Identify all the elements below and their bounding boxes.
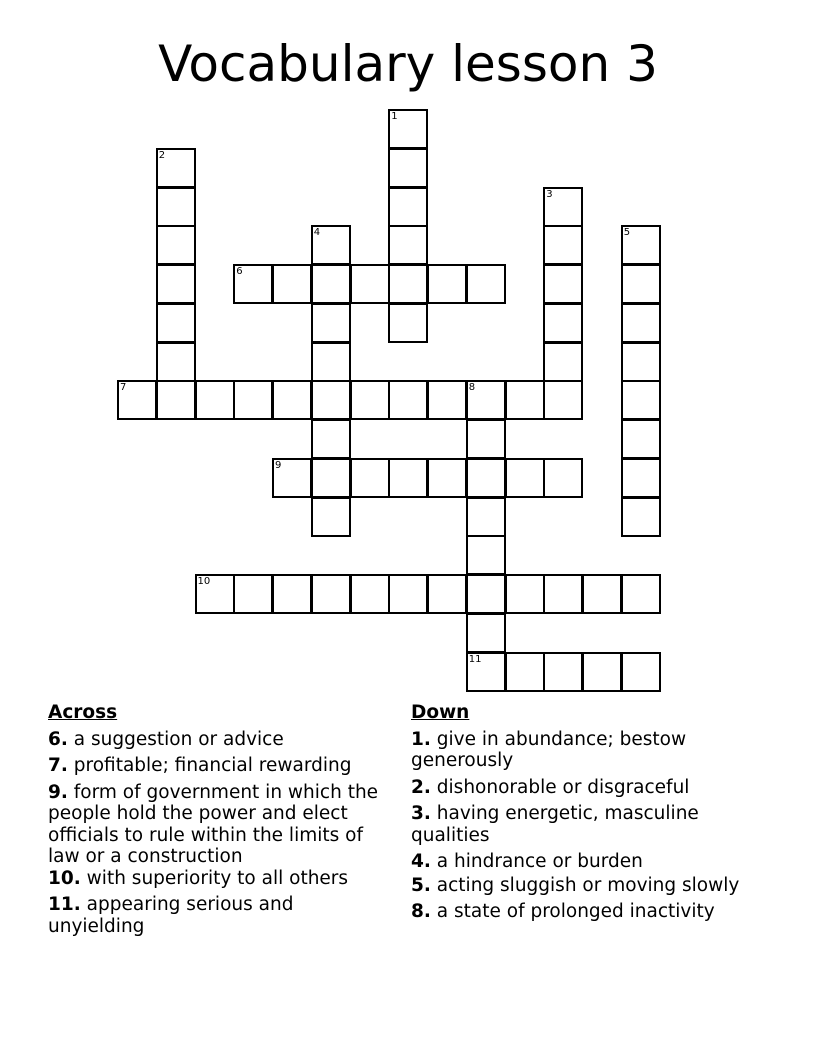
grid-cell[interactable] bbox=[543, 303, 583, 343]
grid-cell[interactable] bbox=[505, 458, 545, 498]
grid-cell[interactable] bbox=[466, 613, 506, 653]
cell-number: 6 bbox=[236, 266, 243, 277]
grid-cell[interactable] bbox=[195, 574, 235, 614]
grid-cell[interactable] bbox=[466, 264, 506, 304]
clue-number: 2. bbox=[411, 776, 431, 798]
grid-cell[interactable] bbox=[621, 342, 661, 382]
grid-cell[interactable] bbox=[427, 458, 467, 498]
grid-cell[interactable] bbox=[543, 652, 583, 692]
grid-cell[interactable] bbox=[311, 342, 351, 382]
clue-number: 4. bbox=[411, 851, 431, 872]
grid-cell[interactable] bbox=[621, 574, 661, 614]
clue-number: 10. bbox=[48, 867, 81, 889]
clue-number: 7. bbox=[48, 755, 68, 776]
clue-number: 1. bbox=[411, 728, 431, 750]
down-heading: Down bbox=[411, 702, 470, 723]
down-clue-5 bbox=[411, 875, 771, 897]
grid-cell[interactable] bbox=[233, 380, 273, 420]
cell-number: 3 bbox=[546, 188, 553, 200]
grid-cell[interactable] bbox=[466, 652, 506, 692]
grid-cell[interactable] bbox=[311, 574, 351, 614]
grid-cell[interactable] bbox=[466, 497, 506, 537]
grid-cell[interactable] bbox=[388, 303, 428, 343]
grid-cell[interactable] bbox=[543, 264, 583, 304]
down-clue-2 bbox=[411, 777, 771, 799]
grid-cell[interactable] bbox=[233, 264, 273, 304]
grid-cell[interactable] bbox=[311, 264, 351, 304]
clue-text: having energetic, masculine qualities bbox=[411, 803, 699, 846]
grid-cell[interactable] bbox=[350, 574, 390, 614]
cell-number: 8 bbox=[468, 382, 476, 394]
cell-number: 10 bbox=[197, 576, 211, 587]
grid-cell[interactable] bbox=[466, 380, 506, 420]
grid-cell[interactable] bbox=[388, 380, 428, 420]
cell-number: 11 bbox=[468, 653, 482, 665]
grid-cell[interactable] bbox=[543, 225, 583, 265]
cell-number: 2 bbox=[158, 149, 166, 161]
grid-cell[interactable] bbox=[388, 264, 428, 304]
clue-number: 6. bbox=[48, 728, 68, 750]
grid-cell[interactable] bbox=[388, 225, 428, 265]
grid-cell[interactable] bbox=[621, 497, 661, 537]
grid-cell[interactable] bbox=[543, 187, 583, 227]
down-clue-1 bbox=[411, 729, 771, 772]
grid-cell[interactable] bbox=[621, 419, 661, 459]
grid-cell[interactable] bbox=[388, 187, 428, 227]
clue-number: 5. bbox=[411, 874, 431, 896]
grid-cell[interactable] bbox=[388, 574, 428, 614]
grid-cell[interactable] bbox=[233, 574, 273, 614]
grid-cell[interactable] bbox=[156, 225, 196, 265]
grid-cell[interactable] bbox=[543, 574, 583, 614]
cell-number: 4 bbox=[313, 227, 321, 239]
page-title: Vocabulary lesson 3 bbox=[158, 35, 658, 93]
grid-cell[interactable] bbox=[466, 458, 506, 498]
grid-cell[interactable] bbox=[427, 574, 467, 614]
grid-cell[interactable] bbox=[388, 109, 428, 149]
clue-text: appearing serious and unyielding bbox=[48, 894, 294, 937]
grid-cell[interactable] bbox=[621, 380, 661, 420]
grid-cell[interactable] bbox=[505, 380, 545, 420]
grid-cell[interactable] bbox=[466, 535, 506, 575]
grid-cell[interactable] bbox=[272, 380, 312, 420]
grid-cell[interactable] bbox=[156, 187, 196, 227]
grid-cell[interactable] bbox=[156, 380, 196, 420]
down-clue-3 bbox=[411, 803, 771, 846]
grid-cell[interactable] bbox=[621, 652, 661, 692]
grid-cell[interactable] bbox=[543, 342, 583, 382]
across-clue-7 bbox=[48, 755, 393, 777]
grid-cell[interactable] bbox=[582, 652, 622, 692]
cell-number: 7 bbox=[120, 382, 127, 394]
grid-cell[interactable] bbox=[311, 458, 351, 498]
grid-cell[interactable] bbox=[195, 380, 235, 420]
grid-cell[interactable] bbox=[156, 264, 196, 304]
cell-number: 9 bbox=[275, 459, 282, 471]
grid-cell[interactable] bbox=[621, 225, 661, 265]
down-clue-4 bbox=[411, 851, 771, 873]
grid-cell[interactable] bbox=[311, 225, 351, 265]
grid-cell[interactable] bbox=[311, 303, 351, 343]
across-heading: Across bbox=[48, 702, 118, 723]
clue-text: give in abundance; bestow generously bbox=[411, 728, 687, 771]
across-clue-11 bbox=[48, 894, 393, 937]
clue-text: form of government in which the people hold the power and elect officials to rule within the limits of law or a construction bbox=[48, 781, 379, 867]
grid-cell[interactable] bbox=[272, 574, 312, 614]
clue-number: 9. bbox=[48, 781, 68, 803]
grid-cell[interactable] bbox=[350, 380, 390, 420]
grid-cell[interactable] bbox=[621, 458, 661, 498]
grid-cell[interactable] bbox=[350, 264, 390, 304]
grid-cell[interactable] bbox=[156, 303, 196, 343]
grid-cell[interactable] bbox=[311, 419, 351, 459]
clue-text: a hindrance or burden bbox=[436, 851, 643, 872]
grid-cell[interactable] bbox=[505, 574, 545, 614]
grid-cell[interactable] bbox=[427, 380, 467, 420]
grid-cell[interactable] bbox=[505, 652, 545, 692]
clue-number: 3. bbox=[411, 803, 431, 824]
clue-text: with superiority to all others bbox=[86, 867, 349, 889]
clue-text: acting sluggish or moving slowly bbox=[436, 874, 740, 896]
grid-cell[interactable] bbox=[543, 380, 583, 420]
grid-cell[interactable] bbox=[272, 264, 312, 304]
grid-cell[interactable] bbox=[350, 458, 390, 498]
down-clues bbox=[411, 702, 771, 928]
grid-cell[interactable] bbox=[582, 574, 622, 614]
down-clue-8 bbox=[411, 901, 771, 923]
grid-cell[interactable] bbox=[427, 264, 467, 304]
clue-text: profitable; financial rewarding bbox=[73, 755, 352, 776]
clue-number: 11. bbox=[48, 894, 81, 915]
grid-cell[interactable] bbox=[272, 458, 312, 498]
clue-text: dishonorable or disgraceful bbox=[436, 776, 690, 798]
across-clues bbox=[48, 702, 393, 942]
grid-cell[interactable] bbox=[466, 574, 506, 614]
clue-text: a state of prolonged inactivity bbox=[436, 901, 715, 922]
grid-cell[interactable] bbox=[543, 458, 583, 498]
across-clue-9 bbox=[48, 782, 393, 868]
grid-cell[interactable] bbox=[621, 264, 661, 304]
across-clue-10 bbox=[48, 868, 393, 890]
cell-number: 1 bbox=[391, 111, 398, 122]
grid-cell[interactable] bbox=[156, 342, 196, 382]
across-clue-6 bbox=[48, 729, 393, 751]
grid-cell[interactable] bbox=[117, 380, 157, 420]
clue-text: a suggestion or advice bbox=[73, 728, 284, 750]
grid-cell[interactable] bbox=[621, 303, 661, 343]
clue-number: 8. bbox=[411, 901, 431, 922]
cell-number: 5 bbox=[623, 227, 631, 239]
grid-cell[interactable] bbox=[388, 148, 428, 188]
grid-cell[interactable] bbox=[311, 497, 351, 537]
grid-cell[interactable] bbox=[466, 419, 506, 459]
grid-cell[interactable] bbox=[156, 148, 196, 188]
grid-cell[interactable] bbox=[311, 380, 351, 420]
grid-cell[interactable] bbox=[388, 458, 428, 498]
